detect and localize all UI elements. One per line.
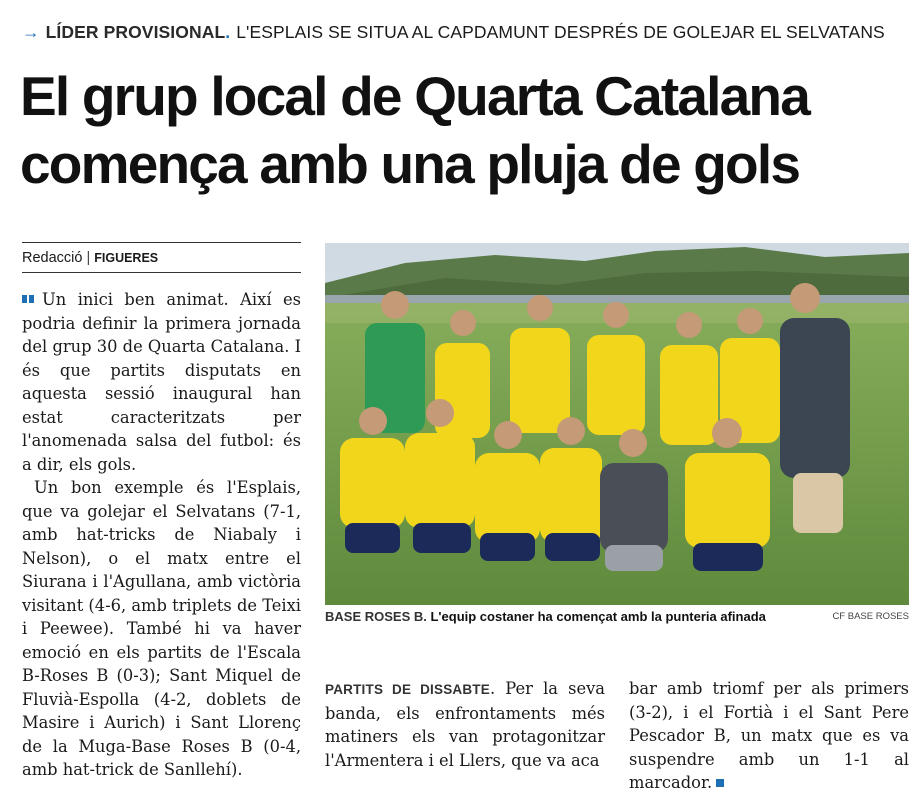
subhead: PARTITS DE DISSABTE: [325, 682, 490, 697]
headline-line-1: El grup local de Quarta Catalana: [20, 65, 810, 127]
paragraph-3-continued: [629, 677, 909, 795]
subhead-dot: .: [489, 679, 496, 698]
headline: [20, 62, 900, 198]
paragraph-1-text: Un inici ben animat. Així es podria definir la primera jornada del grup 30 de Quarta Catalana. I és que partits disputats en aquesta sessió inaugural han estat caracteritzats per l'anomenada salsa del futbol: és a dir, els gols.: [22, 290, 301, 474]
kicker: [22, 22, 902, 43]
article-column-1: [22, 288, 301, 782]
team-photo: [325, 243, 909, 605]
paragraph-1: [22, 288, 301, 476]
article-column-2: [325, 677, 605, 772]
byline: [22, 242, 301, 273]
byline-author: Redacció: [22, 250, 83, 266]
byline-separator: |: [86, 250, 91, 266]
end-square-icon: [716, 779, 724, 787]
paragraph-3-text-b: bar amb triomf per als primers (3-2), i el Fortià i el Sant Pere Pescador B, un matx que es va suspendre amb un 1-1 al marcador.: [629, 679, 909, 792]
kicker-dot: .: [225, 22, 231, 42]
photo-caption: [325, 609, 909, 624]
headline-line-2: comença amb una pluja de gols: [20, 133, 800, 195]
photo-credit: CF BASE ROSES: [832, 611, 909, 622]
paragraph-3-text-a: Per la seva banda, els enfrontaments més matiners els van protagonitzar l'Armentera i el Llers, que va aca: [325, 679, 605, 770]
arrow-right-icon: →: [22, 22, 40, 42]
paragraph-2: Un bon exemple és l'Esplais, que va golejar el Selvatans (7-1, amb hat-tricks de Niabaly i Nelson), o el matx entre el Siurana i l'Agullana, amb victòria visitant (4-6, amb triplets de Teixi i Peewee). També hi va haver emoció en els partits de l'Escala B-Roses B (0-3); Sant Miquel de Fluvià-Espolla (4-2, doblets de Masire i Aurich) i Sant Llorenç de la Muga-Base Roses B (0-4, amb hat-trick de Sanllehí).: [22, 478, 302, 779]
article-column-3: [629, 677, 909, 795]
lead-square-icon: [22, 295, 36, 303]
byline-location: FIGUERES: [94, 251, 159, 265]
paragraph-3: [325, 677, 605, 772]
kicker-label: LÍDER PROVISIONAL: [45, 22, 226, 42]
caption-text: L'equip costaner ha començat amb la punteria afinada: [430, 609, 766, 624]
caption-label: BASE ROSES B.: [325, 609, 427, 624]
kicker-text: L'ESPLAIS SE SITUA AL CAPDAMUNT DESPRÉS DE GOLEJAR EL SELVATANS: [236, 22, 885, 42]
